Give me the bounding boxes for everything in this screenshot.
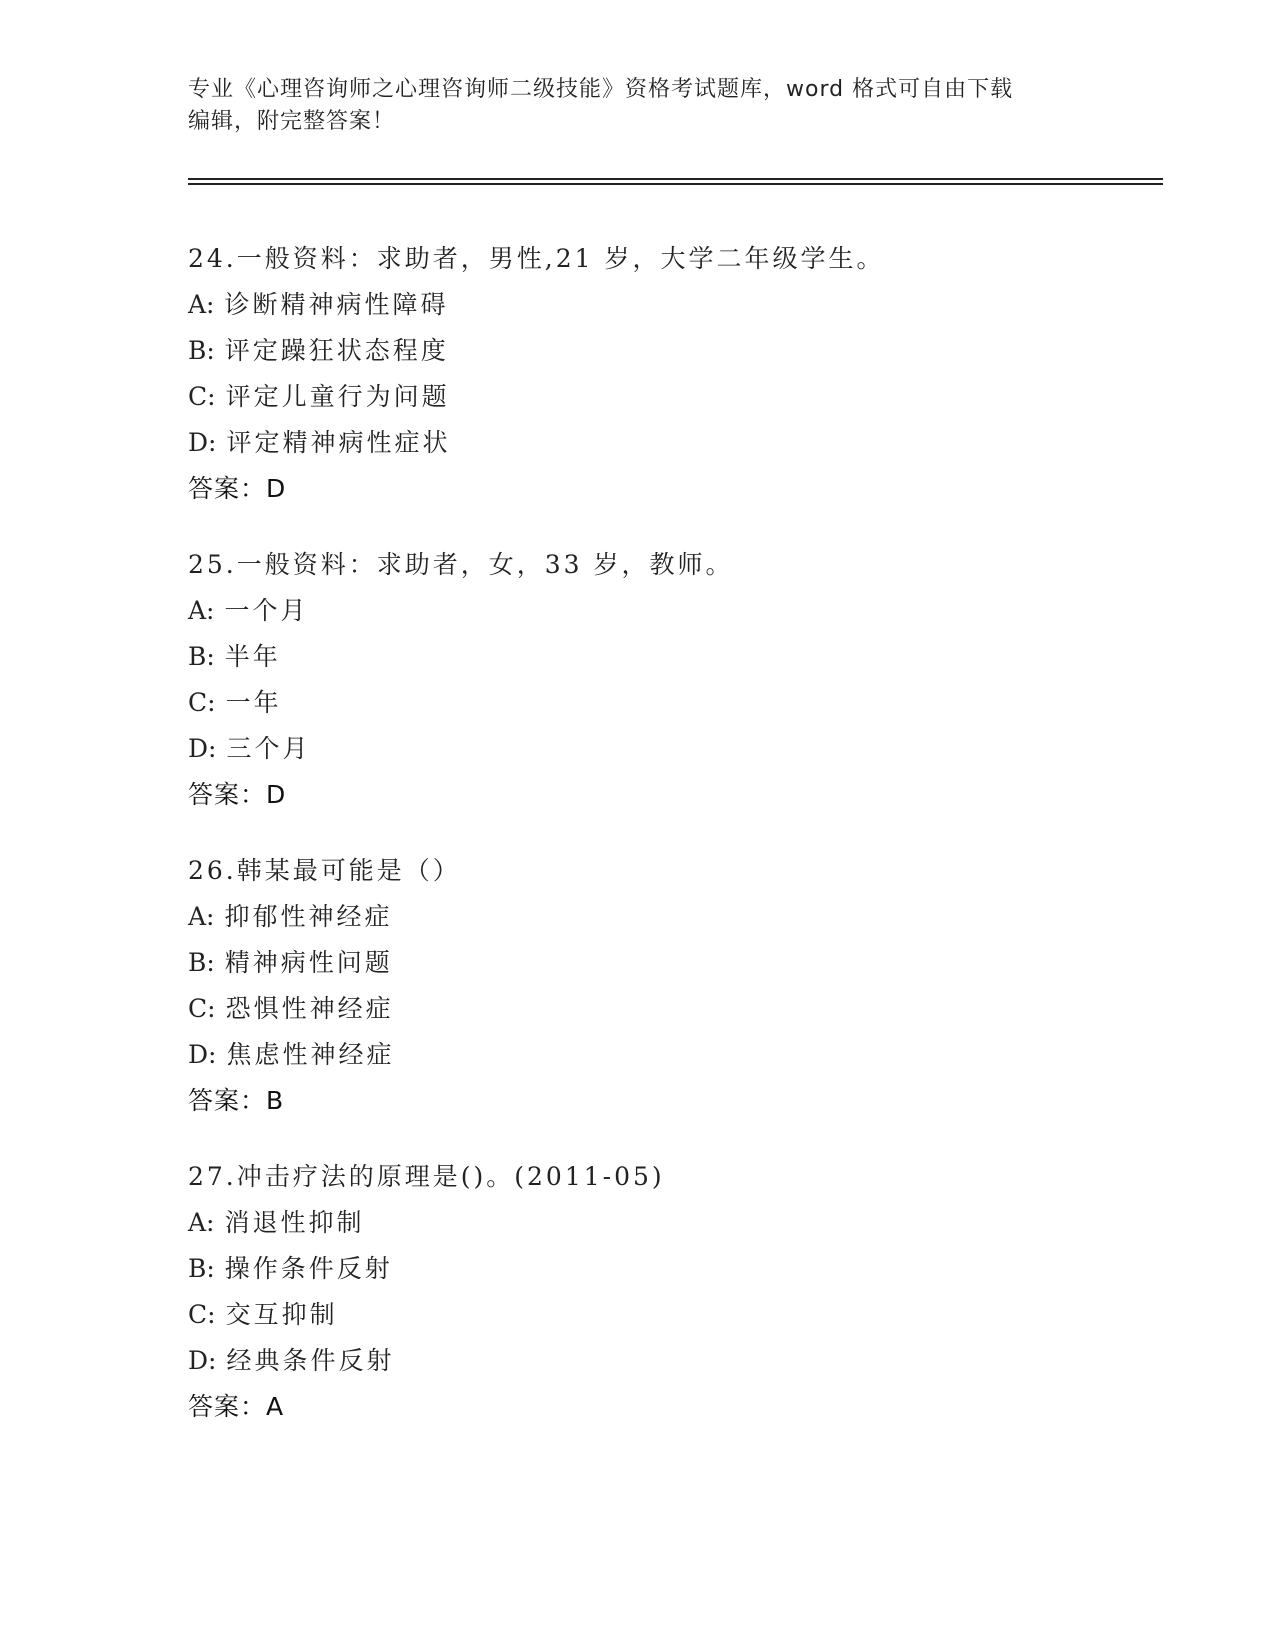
answer-line bbox=[188, 466, 1188, 512]
header-line-2: 编辑，附完整答案！ bbox=[188, 109, 396, 134]
option-text: 评定精神病性症状 bbox=[226, 428, 451, 457]
question-stem: 27.冲击疗法的原理是()。(2011-05) bbox=[188, 1162, 665, 1191]
option-letter: A: bbox=[188, 902, 215, 931]
option-letter: A: bbox=[188, 1208, 215, 1237]
option-b bbox=[188, 1246, 1188, 1292]
question-stem: 25.一般资料：求助者，女，33 岁，教师。 bbox=[188, 550, 734, 579]
answer-line bbox=[188, 1384, 1188, 1430]
question-25 bbox=[188, 542, 1188, 818]
option-letter: D: bbox=[188, 428, 217, 457]
option-letter: C: bbox=[188, 1300, 216, 1329]
option-d bbox=[188, 1338, 1188, 1384]
option-text: 抑郁性神经症 bbox=[224, 902, 393, 931]
option-c bbox=[188, 680, 1188, 726]
option-letter: C: bbox=[188, 994, 216, 1023]
header-divider-top bbox=[188, 178, 1163, 180]
option-letter: C: bbox=[188, 382, 216, 411]
option-letter: B: bbox=[188, 948, 215, 977]
option-text: 交互抑制 bbox=[225, 1300, 338, 1329]
answer-prefix: 答案： bbox=[188, 1392, 267, 1421]
answer-prefix: 答案： bbox=[188, 1086, 267, 1115]
option-letter: C: bbox=[188, 688, 216, 717]
option-c bbox=[188, 374, 1188, 420]
option-text: 三个月 bbox=[226, 734, 311, 763]
answer-prefix: 答案： bbox=[188, 780, 267, 809]
option-text: 评定躁狂状态程度 bbox=[224, 336, 449, 365]
option-text: 焦虑性神经症 bbox=[226, 1040, 395, 1069]
header-divider-bottom bbox=[188, 183, 1163, 185]
answer-prefix: 答案： bbox=[188, 474, 267, 503]
option-a bbox=[188, 894, 1188, 940]
option-text: 诊断精神病性障碍 bbox=[224, 290, 449, 319]
option-letter: A: bbox=[188, 290, 215, 319]
option-d bbox=[188, 726, 1188, 772]
question-24 bbox=[188, 236, 1188, 512]
option-a bbox=[188, 588, 1188, 634]
option-c bbox=[188, 986, 1188, 1032]
option-text: 消退性抑制 bbox=[224, 1208, 365, 1237]
answer-line bbox=[188, 772, 1188, 818]
answer-value: D bbox=[266, 780, 287, 809]
option-text: 经典条件反射 bbox=[226, 1346, 395, 1375]
answer-value: B bbox=[266, 1086, 285, 1115]
option-text: 一个月 bbox=[224, 596, 309, 625]
option-text: 半年 bbox=[224, 642, 281, 671]
option-a bbox=[188, 1200, 1188, 1246]
option-text: 操作条件反射 bbox=[224, 1254, 393, 1283]
option-b bbox=[188, 328, 1188, 374]
answer-line bbox=[188, 1078, 1188, 1124]
question-26 bbox=[188, 848, 1188, 1124]
option-b bbox=[188, 940, 1188, 986]
option-d bbox=[188, 420, 1188, 466]
option-b bbox=[188, 634, 1188, 680]
option-letter: A: bbox=[188, 596, 215, 625]
option-letter: B: bbox=[188, 642, 215, 671]
header-line-1: 专业《心理咨询师之心理咨询师二级技能》资格考试题库，word 格式可自由下载 bbox=[188, 77, 1014, 102]
question-stem: 26.韩某最可能是（） bbox=[188, 856, 461, 885]
question-stem: 24.一般资料：求助者，男性,21 岁，大学二年级学生。 bbox=[188, 244, 885, 273]
option-letter: D: bbox=[188, 1040, 217, 1069]
option-text: 评定儿童行为问题 bbox=[225, 382, 450, 411]
option-text: 精神病性问题 bbox=[224, 948, 393, 977]
answer-value: D bbox=[266, 474, 287, 503]
option-letter: D: bbox=[188, 1346, 217, 1375]
question-list bbox=[188, 236, 1188, 1460]
option-text: 一年 bbox=[225, 688, 282, 717]
option-c bbox=[188, 1292, 1188, 1338]
answer-value: A bbox=[266, 1392, 285, 1421]
option-letter: D: bbox=[188, 734, 217, 763]
option-letter: B: bbox=[188, 1254, 215, 1283]
option-d bbox=[188, 1032, 1188, 1078]
option-text: 恐惧性神经症 bbox=[225, 994, 394, 1023]
question-27 bbox=[188, 1154, 1188, 1430]
option-a bbox=[188, 282, 1188, 328]
document-header bbox=[188, 74, 1088, 138]
option-letter: B: bbox=[188, 336, 215, 365]
